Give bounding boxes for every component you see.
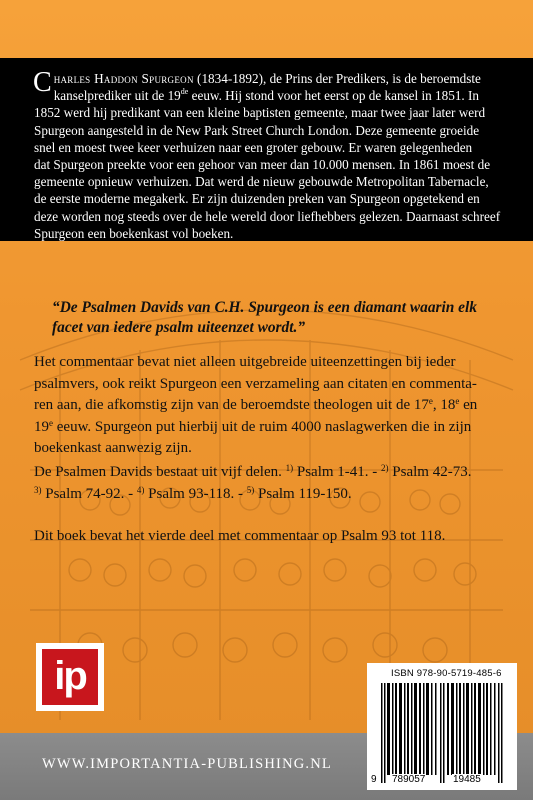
superscript: e <box>49 417 53 428</box>
superscript: 5) <box>246 484 255 495</box>
author-biography-box <box>0 58 533 241</box>
quote-line: facet van iedere psalm uiteenzet wordt.” <box>52 319 306 336</box>
bio-line: Spurgeon een boekenkast vol boeken. <box>34 225 234 241</box>
bio-line: deze worden nog steeds over de hele wereld door liefhebbers gelezen. Daarnaast schreef <box>34 208 501 224</box>
paragraph-text: 19 <box>34 418 49 435</box>
paragraph-line <box>34 417 510 439</box>
pull-quote <box>52 298 512 338</box>
paragraph-text: Psalm 93-118. - <box>144 485 247 502</box>
barcode-bars <box>381 683 505 783</box>
bio-line: 1852 werd hij predikant van een kleine baptisten gemeente, maar twee jaar later werd <box>34 105 486 121</box>
publisher-website: WWW.IMPORTANTIA-PUBLISHING.NL <box>42 756 332 772</box>
description-paragraph <box>34 352 510 460</box>
bio-line: snel en moest twee keer verhuizen naar een groter gebouw. Er waren gelegenheden <box>34 139 473 155</box>
paragraph-text: Psalm 1-41. - <box>293 464 382 480</box>
paragraph-text: Psalm 74-92. - <box>41 485 137 502</box>
paragraph-text: ren aan, die afkomstig zijn van de beroemdste theologen uit de 17 <box>34 397 429 413</box>
bio-text: kanselprediker uit de 19 <box>53 88 181 104</box>
volume-note-paragraph: Dit boek bevat het vierde deel met commentaar op Psalm 93 tot 118. <box>34 528 446 544</box>
bio-text: (1834-1892), de Prins der Predikers, is de beroemdste <box>193 71 481 86</box>
barcode-digits-left: 789057 <box>392 774 426 785</box>
superscript: e <box>455 396 460 406</box>
bio-line: de eerste moderne megakerk. Er zijn duizenden preken van Spurgeon opgetekend en <box>34 191 480 207</box>
bio-line: Spurgeon aangesteld in de New Park Street Church London. Deze gemeente groeide <box>34 122 480 138</box>
superscript: 1) <box>285 463 294 473</box>
paragraph-text: eeuw. Spurgeon put hierbij uit de ruim 4000 naslagwerken die in zijn <box>53 418 472 435</box>
superscript: e <box>428 396 433 406</box>
barcode-digits-right: 19485 <box>453 774 481 785</box>
paragraph-line <box>34 462 510 484</box>
paragraph-line: boekenkast aanwezig zijn. <box>34 440 192 456</box>
paragraph-text: Psalm 119-150. <box>254 485 352 502</box>
isbn-number: ISBN 978-90-5719-485-6 <box>391 668 502 679</box>
bio-dropcap: C <box>33 67 52 98</box>
bio-superscript: de <box>180 87 189 97</box>
bio-text: eeuw. Hij stond voor het eerst op de kansel in 1851. In <box>188 88 479 104</box>
paragraph-text: Psalm 42-73. <box>388 464 472 480</box>
bio-line: dat Spurgeon preekte voor een gehoor van meer dan 10.000 mensen. In 1861 moest de <box>34 157 491 173</box>
paragraph-line <box>34 484 510 506</box>
volumes-paragraph <box>34 462 510 505</box>
bio-line <box>34 87 521 104</box>
publisher-logo-mark: ip <box>42 649 98 705</box>
bio-line: gemeente opnieuw verhuizen. Dat werd de nieuw gebouwde Metropolitan Tabernacle, <box>34 174 489 190</box>
isbn-barcode <box>367 663 517 790</box>
superscript: 3) <box>34 484 42 495</box>
barcode-digit: 9 <box>371 774 377 785</box>
paragraph-text: , 18 <box>432 397 456 413</box>
quote-line: “De Psalmen Davids van C.H. Spurgeon is een diamant waarin elk <box>52 299 477 316</box>
paragraph-text: De Psalmen Davids bestaat uit vijf delen. <box>34 464 286 480</box>
author-name: harles Haddon Spurgeon <box>53 71 194 86</box>
paragraph-line: Het commentaar bevat niet alleen uitgebreide uiteenzettingen bij ieder <box>34 354 456 370</box>
paragraph-line <box>34 395 510 417</box>
publisher-logo <box>36 643 104 711</box>
superscript: 4) <box>136 484 145 495</box>
superscript: 2) <box>381 463 389 473</box>
paragraph-line: psalmvers, ook reikt Spurgeon een verzameling aan citaten en commenta- <box>34 375 477 392</box>
paragraph-text: en <box>459 397 478 413</box>
